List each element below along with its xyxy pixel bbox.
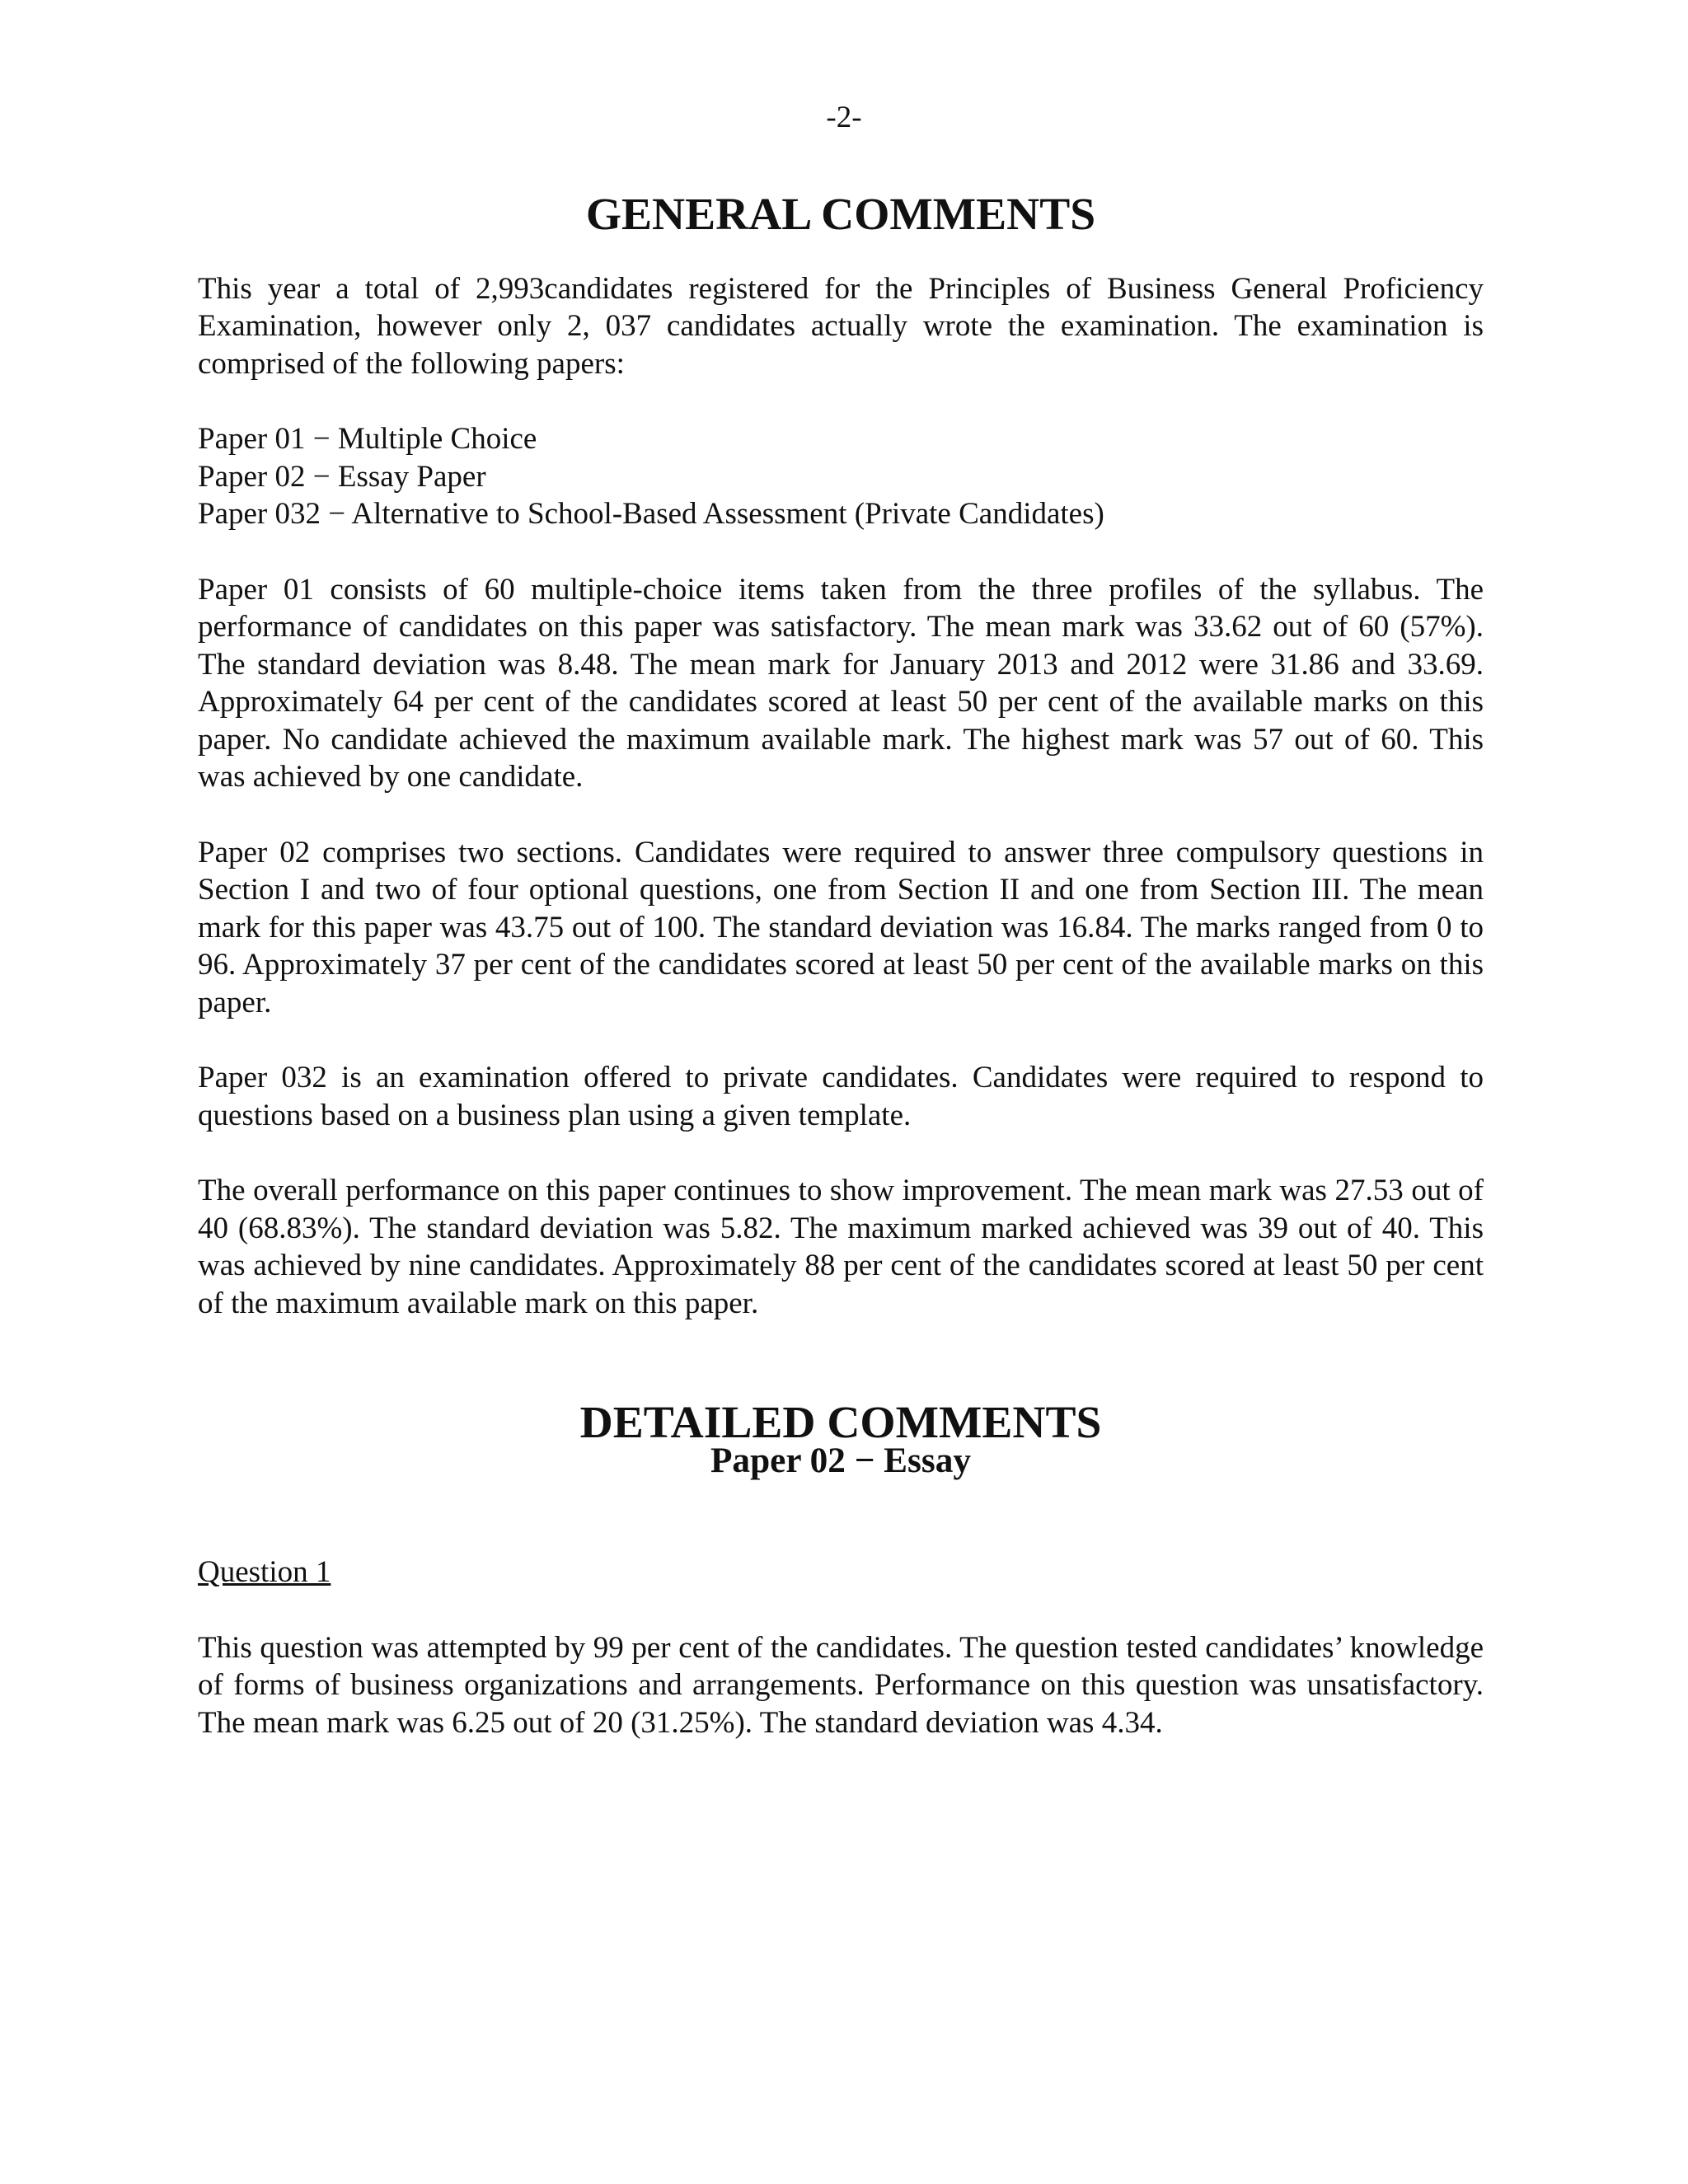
detailed-comments-heading: DETAILED COMMENTS bbox=[579, 1398, 1102, 1448]
paper-list-item: Paper 02 − Essay Paper bbox=[198, 459, 486, 494]
overall-performance-paragraph: The overall performance on this paper continues to show improvement. The mean mark was 27.53 out of 40 (68.83%). The standard deviation was 5.82. The maximum marked achieved was 39 out of 40. This was achieved by nine candidates. Approximately 88 per cent of the candidates scored at least 50 per cent of the maximum available mark on this paper. bbox=[198, 1174, 1484, 1320]
paper-01-paragraph: Paper 01 consists of 60 multiple-choice items taken from the three profiles of the syllabus. The performance of candidates on this paper was satisfactory. The mean mark was 33.62 out of 60 (57%). The standard deviation was 8.48. The mean mark for January 2013 and 2012 were 31.86 and 33.69. Approximately 64 per cent of the candidates scored at least 50 per cent of the available marks on this paper. No candidate achieved the maximum available mark. The highest mark was 57 out of 60. This was achieved by one candidate. bbox=[198, 572, 1484, 794]
paper-032-paragraph: Paper 032 is an examination offered to private candidates. Candidates were required to respond to questions based on a business plan using a given template. bbox=[198, 1061, 1484, 1132]
question-1-label: Question 1 bbox=[198, 1555, 331, 1589]
question-1-paragraph: This question was attempted by 99 per cent of the candidates. The question tested candidates’ knowledge of forms of business organizations and arrangements. Performance on this question was unsatisfactory. The mean mark was 6.25 out of 20 (31.25%). The standard deviation was 4.34. bbox=[198, 1630, 1484, 1740]
paper-list-item: Paper 01 − Multiple Choice bbox=[198, 422, 537, 456]
paper-02-essay-subheading: Paper 02 − Essay bbox=[710, 1440, 972, 1480]
intro-paragraph: This year a total of 2,993candidates registered for the Principles of Business General Proficiency Examination, however only 2, 037 candidates actually wrote the examination. The examination is comprised of the following papers: bbox=[198, 271, 1484, 381]
page-number: -2- bbox=[826, 101, 862, 134]
general-comments-heading: GENERAL COMMENTS bbox=[585, 190, 1096, 240]
paper-list-item: Paper 032 − Alternative to School-Based Assessment (Private Candidates) bbox=[198, 497, 1104, 531]
paper-list bbox=[198, 420, 1484, 533]
paper-02-paragraph: Paper 02 comprises two sections. Candidates were required to answer three compulsory questions in Section I and two of four optional questions, one from Section II and one from Section III. The mean mark for this paper was 43.75 out of 100. The standard deviation was 16.84. The marks ranged from 0 to 96. Approximately 37 per cent of the candidates scored at least 50 per cent of the available marks on this paper. bbox=[198, 835, 1484, 1019]
detailed-comments-block bbox=[198, 1398, 1484, 1480]
page-content bbox=[198, 190, 1484, 1741]
